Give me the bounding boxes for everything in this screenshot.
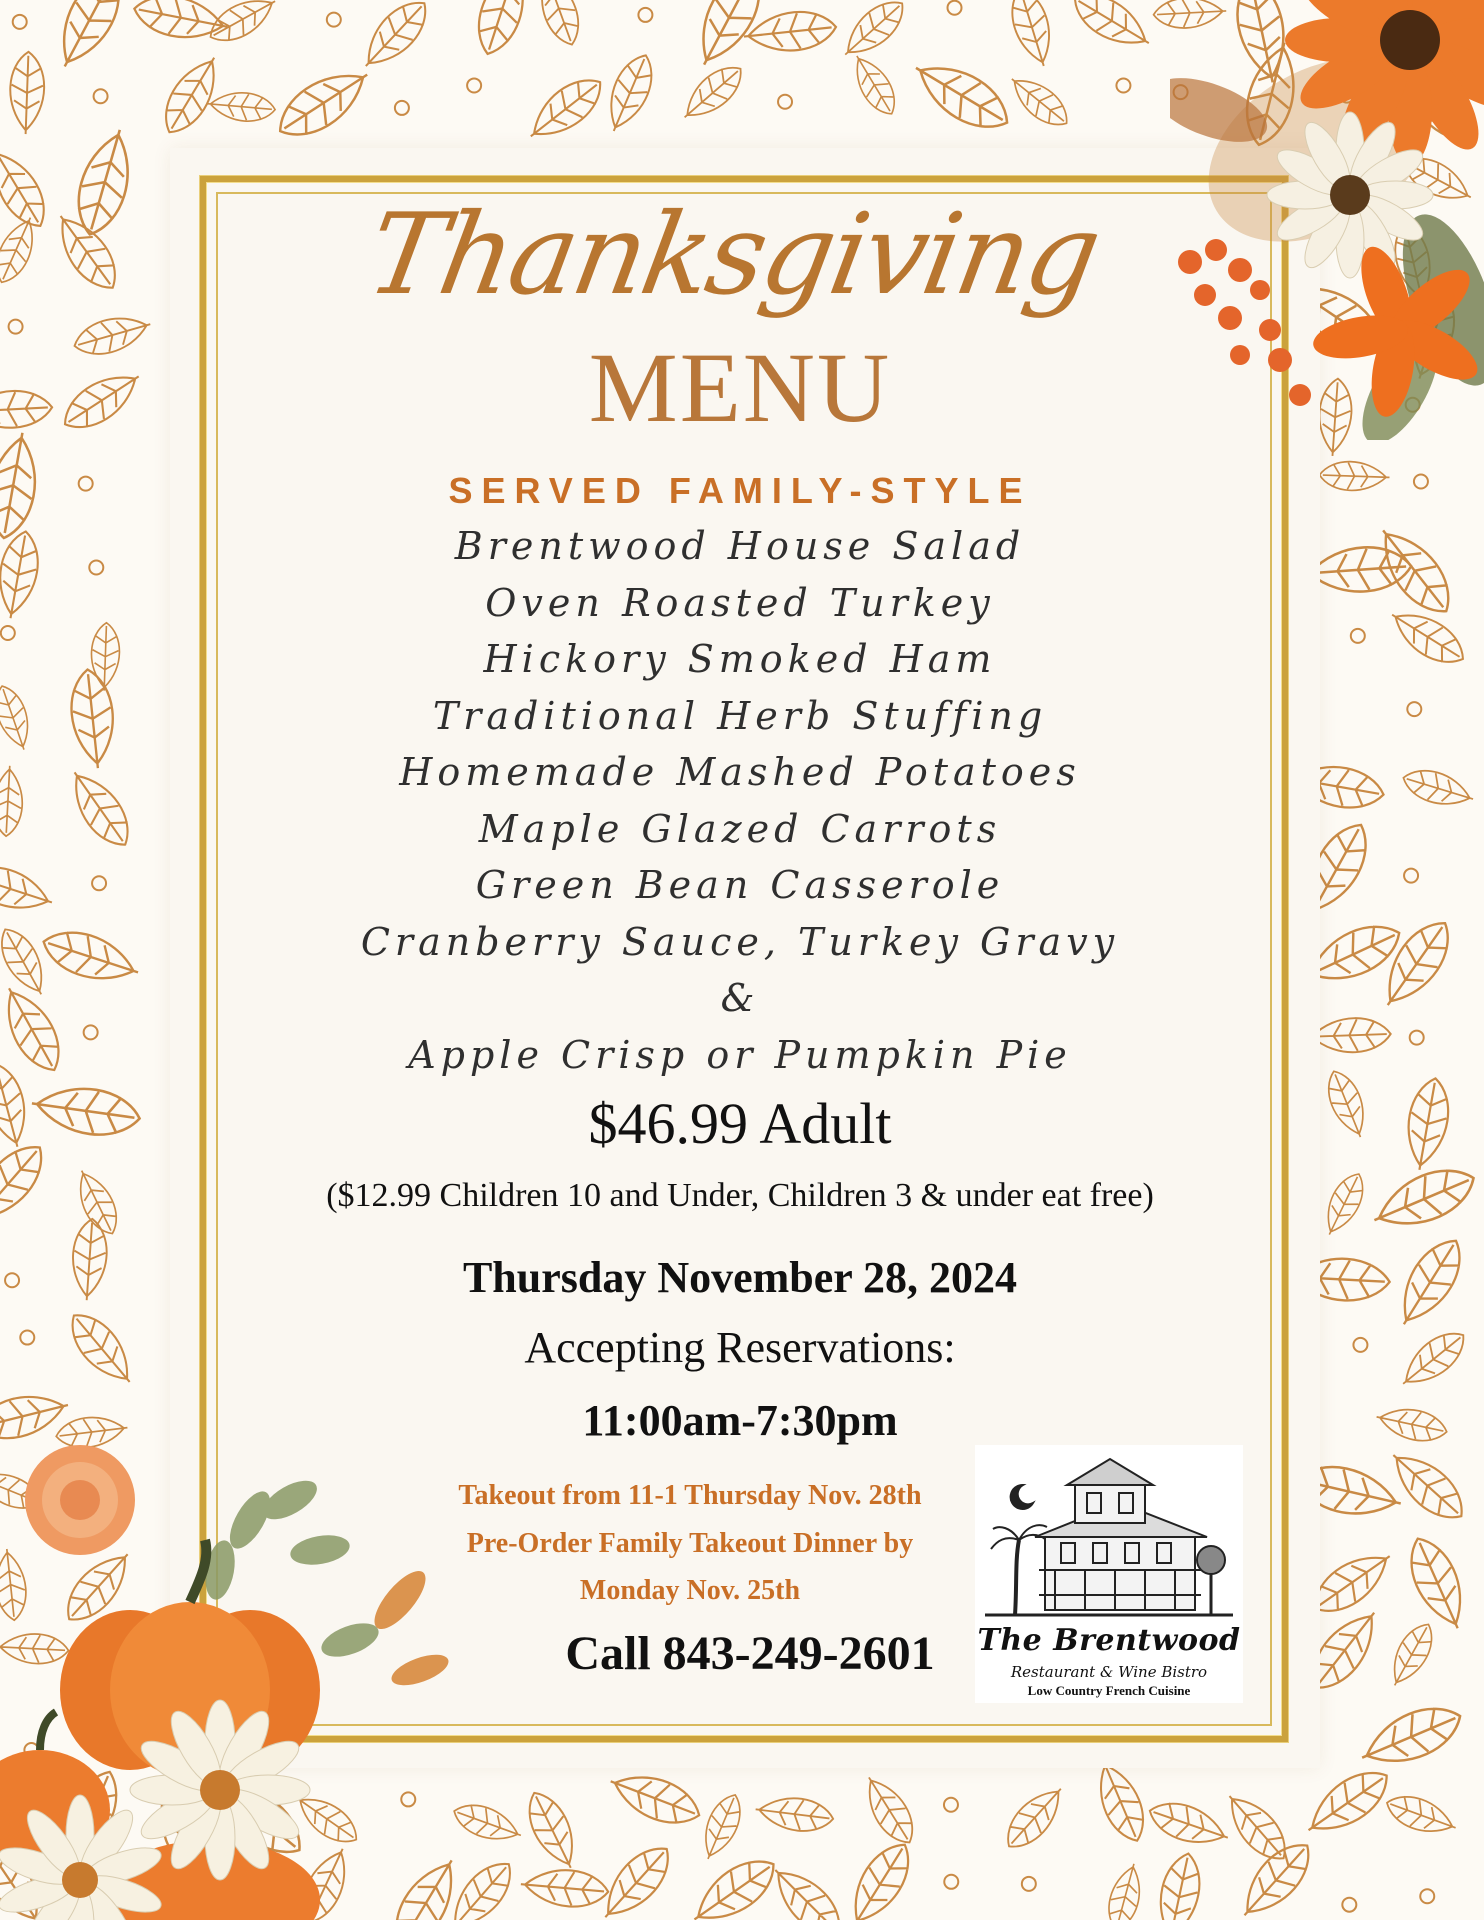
reservations-label: Accepting Reservations:: [524, 1323, 956, 1372]
menu-item: Apple Crisp or Pumpkin Pie: [408, 1032, 1072, 1077]
menu-item: Green Bean Casserole: [475, 863, 1005, 907]
logo-subtitle: Low Country French Cuisine: [1027, 1683, 1191, 1698]
menu-item: Maple Glazed Carrots: [478, 806, 1002, 851]
title-menu: MENU: [588, 332, 892, 443]
menu-item: Homemade Mashed Potatoes: [399, 750, 1081, 794]
menu-item: Oven Roasted Turkey: [485, 580, 995, 625]
takeout-line: Takeout from 11-1 Thursday Nov. 28th: [458, 1480, 922, 1511]
house-illustration-icon: [975, 1445, 1243, 1625]
event-date: Thursday November 28, 2024: [462, 1253, 1018, 1302]
children-price-note: ($12.99 Children 10 and Under, Children 3 & under eat free): [326, 1177, 1154, 1214]
menu-item: Cranberry Sauce, Turkey Gravy: [360, 919, 1120, 964]
menu-item: Hickory Smoked Ham: [483, 637, 997, 681]
takeout-line: Pre-Order Family Takeout Dinner by: [466, 1527, 914, 1559]
reservations-time: 11:00am-7:30pm: [582, 1396, 898, 1445]
bottom-left-pumpkin-floral-decoration: [0, 1440, 460, 1920]
brentwood-logo: [975, 1445, 1243, 1703]
takeout-info: [400, 1472, 980, 1615]
menu-item-ampersand: &: [720, 976, 760, 1020]
menu-item: Brentwood House Salad: [454, 524, 1026, 568]
logo-name: The Brentwood: [977, 1623, 1241, 1658]
takeout-line: Monday Nov. 25th: [579, 1575, 801, 1606]
menu-items-list: [300, 518, 1180, 1083]
title-script: Thanksgiving: [358, 190, 1107, 320]
menu-item: Traditional Herb Stuffing: [432, 693, 1048, 738]
served-family-style-subtitle: SERVED FAMILY-STYLE: [448, 470, 1032, 511]
top-right-floral-decoration: [1170, 0, 1484, 440]
logo-tagline: Restaurant & Wine Bistro: [1010, 1663, 1208, 1681]
adult-price: $46.99 Adult: [588, 1091, 892, 1156]
call-phone-number[interactable]: Call 843-249-2601: [565, 1627, 935, 1680]
